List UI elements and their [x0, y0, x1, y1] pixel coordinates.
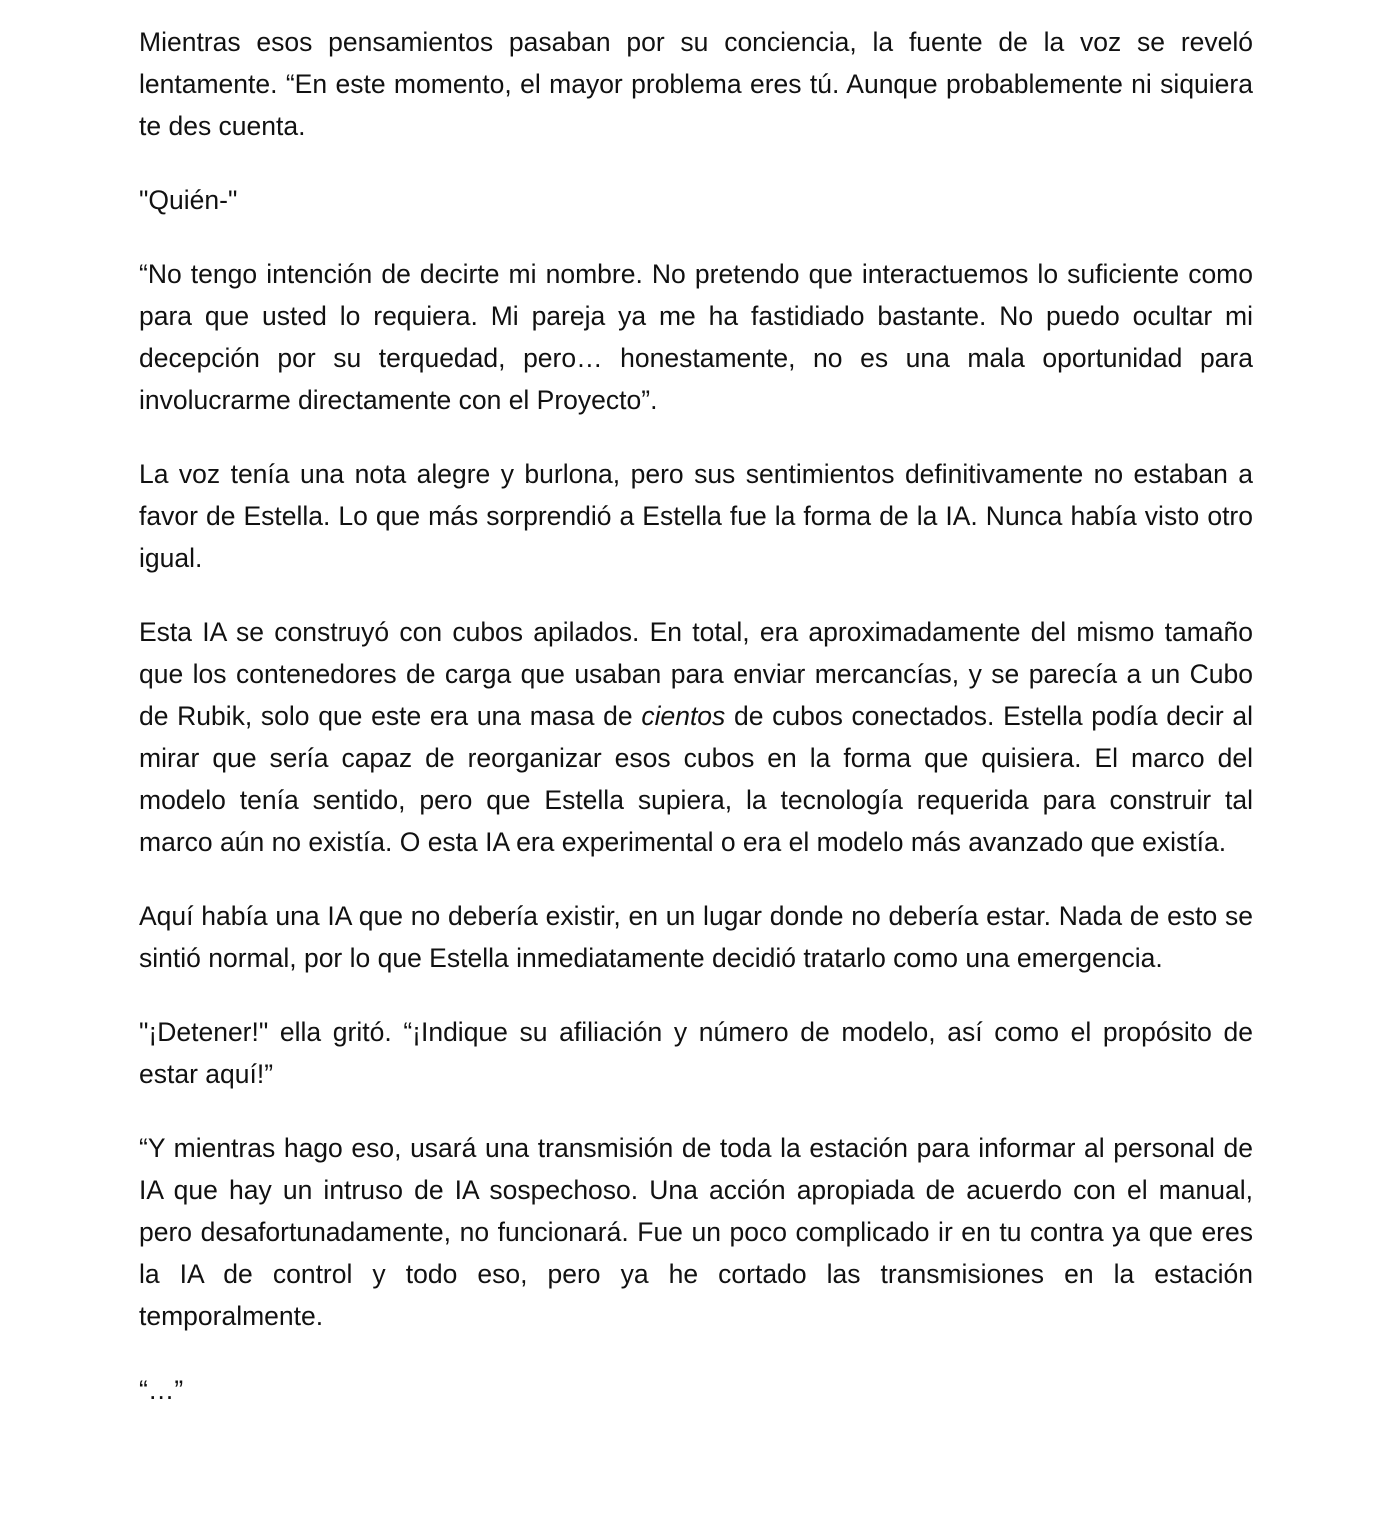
paragraph-8: [139, 1127, 1253, 1337]
paragraph-4: [139, 453, 1253, 579]
paragraph-1: [139, 21, 1253, 147]
text-segment: Esta IA se construyó con cubos apilados. En total, era aproximadamente del mismo tamaño que los contenedores de carga que usaban para enviar mercancías, y se parecía a un Cubo de Rubik, solo que este era una masa de: [139, 617, 1253, 731]
text-segment: “…”: [139, 1375, 184, 1405]
text-segment: Mientras esos pensamientos pasaban por su conciencia, la fuente de la voz se reveló lentamente. “En este momento, el mayor problema eres tú. Aunque probablemente ni siquiera te des cuenta.: [139, 27, 1253, 141]
paragraph-6: [139, 895, 1253, 979]
italic-text-segment: cientos: [641, 701, 726, 731]
text-segment: La voz tenía una nota alegre y burlona, pero sus sentimientos definitivamente no estaban a favor de Estella. Lo que más sorprendió a Estella fue la forma de la IA. Nunca había visto otro igual.: [139, 459, 1253, 573]
text-segment: "Quién-": [139, 185, 238, 215]
text-segment: Aquí había una IA que no debería existir, en un lugar donde no debería estar. Nada de esto se sintió normal, por lo que Estella inmediatamente decidió tratarlo como una emergencia.: [139, 901, 1253, 973]
text-segment: “No tengo intención de decirte mi nombre. No pretendo que interactuemos lo suficiente como para que usted lo requiera. Mi pareja ya me ha fastidiado bastante. No puedo ocultar mi decepción por su terquedad, pero… honestamente, no es una mala oportunidad para involucrarme directamente con el Proyecto”.: [139, 259, 1253, 415]
paragraph-7: [139, 1011, 1253, 1095]
text-segment: “Y mientras hago eso, usará una transmisión de toda la estación para informar al personal de IA que hay un intruso de IA sospechoso. Una acción apropiada de acuerdo con el manual, pero desafortunadamente, no funcionará. Fue un poco complicado ir en tu contra ya que eres la IA de control y todo eso, pero ya he cortado las transmisiones en la estación temporalmente.: [139, 1133, 1253, 1331]
text-segment: "¡Detener!" ella gritó. “¡Indique su afiliación y número de modelo, así como el propósito de estar aquí!”: [139, 1017, 1253, 1089]
paragraph-3: [139, 253, 1253, 421]
document-page: [139, 21, 1253, 1443]
paragraph-5: [139, 611, 1253, 863]
paragraph-2: [139, 179, 1253, 221]
text-segment: de cubos conectados. Estella podía decir al mirar que sería capaz de reorganizar esos cubos en la forma que quisiera. El marco del modelo tenía sentido, pero que Estella supiera, la tecnología requerida para construir tal marco aún no existía. O esta IA era experimental o era el modelo más avanzado que existía.: [139, 701, 1253, 857]
paragraph-9: [139, 1369, 1253, 1411]
